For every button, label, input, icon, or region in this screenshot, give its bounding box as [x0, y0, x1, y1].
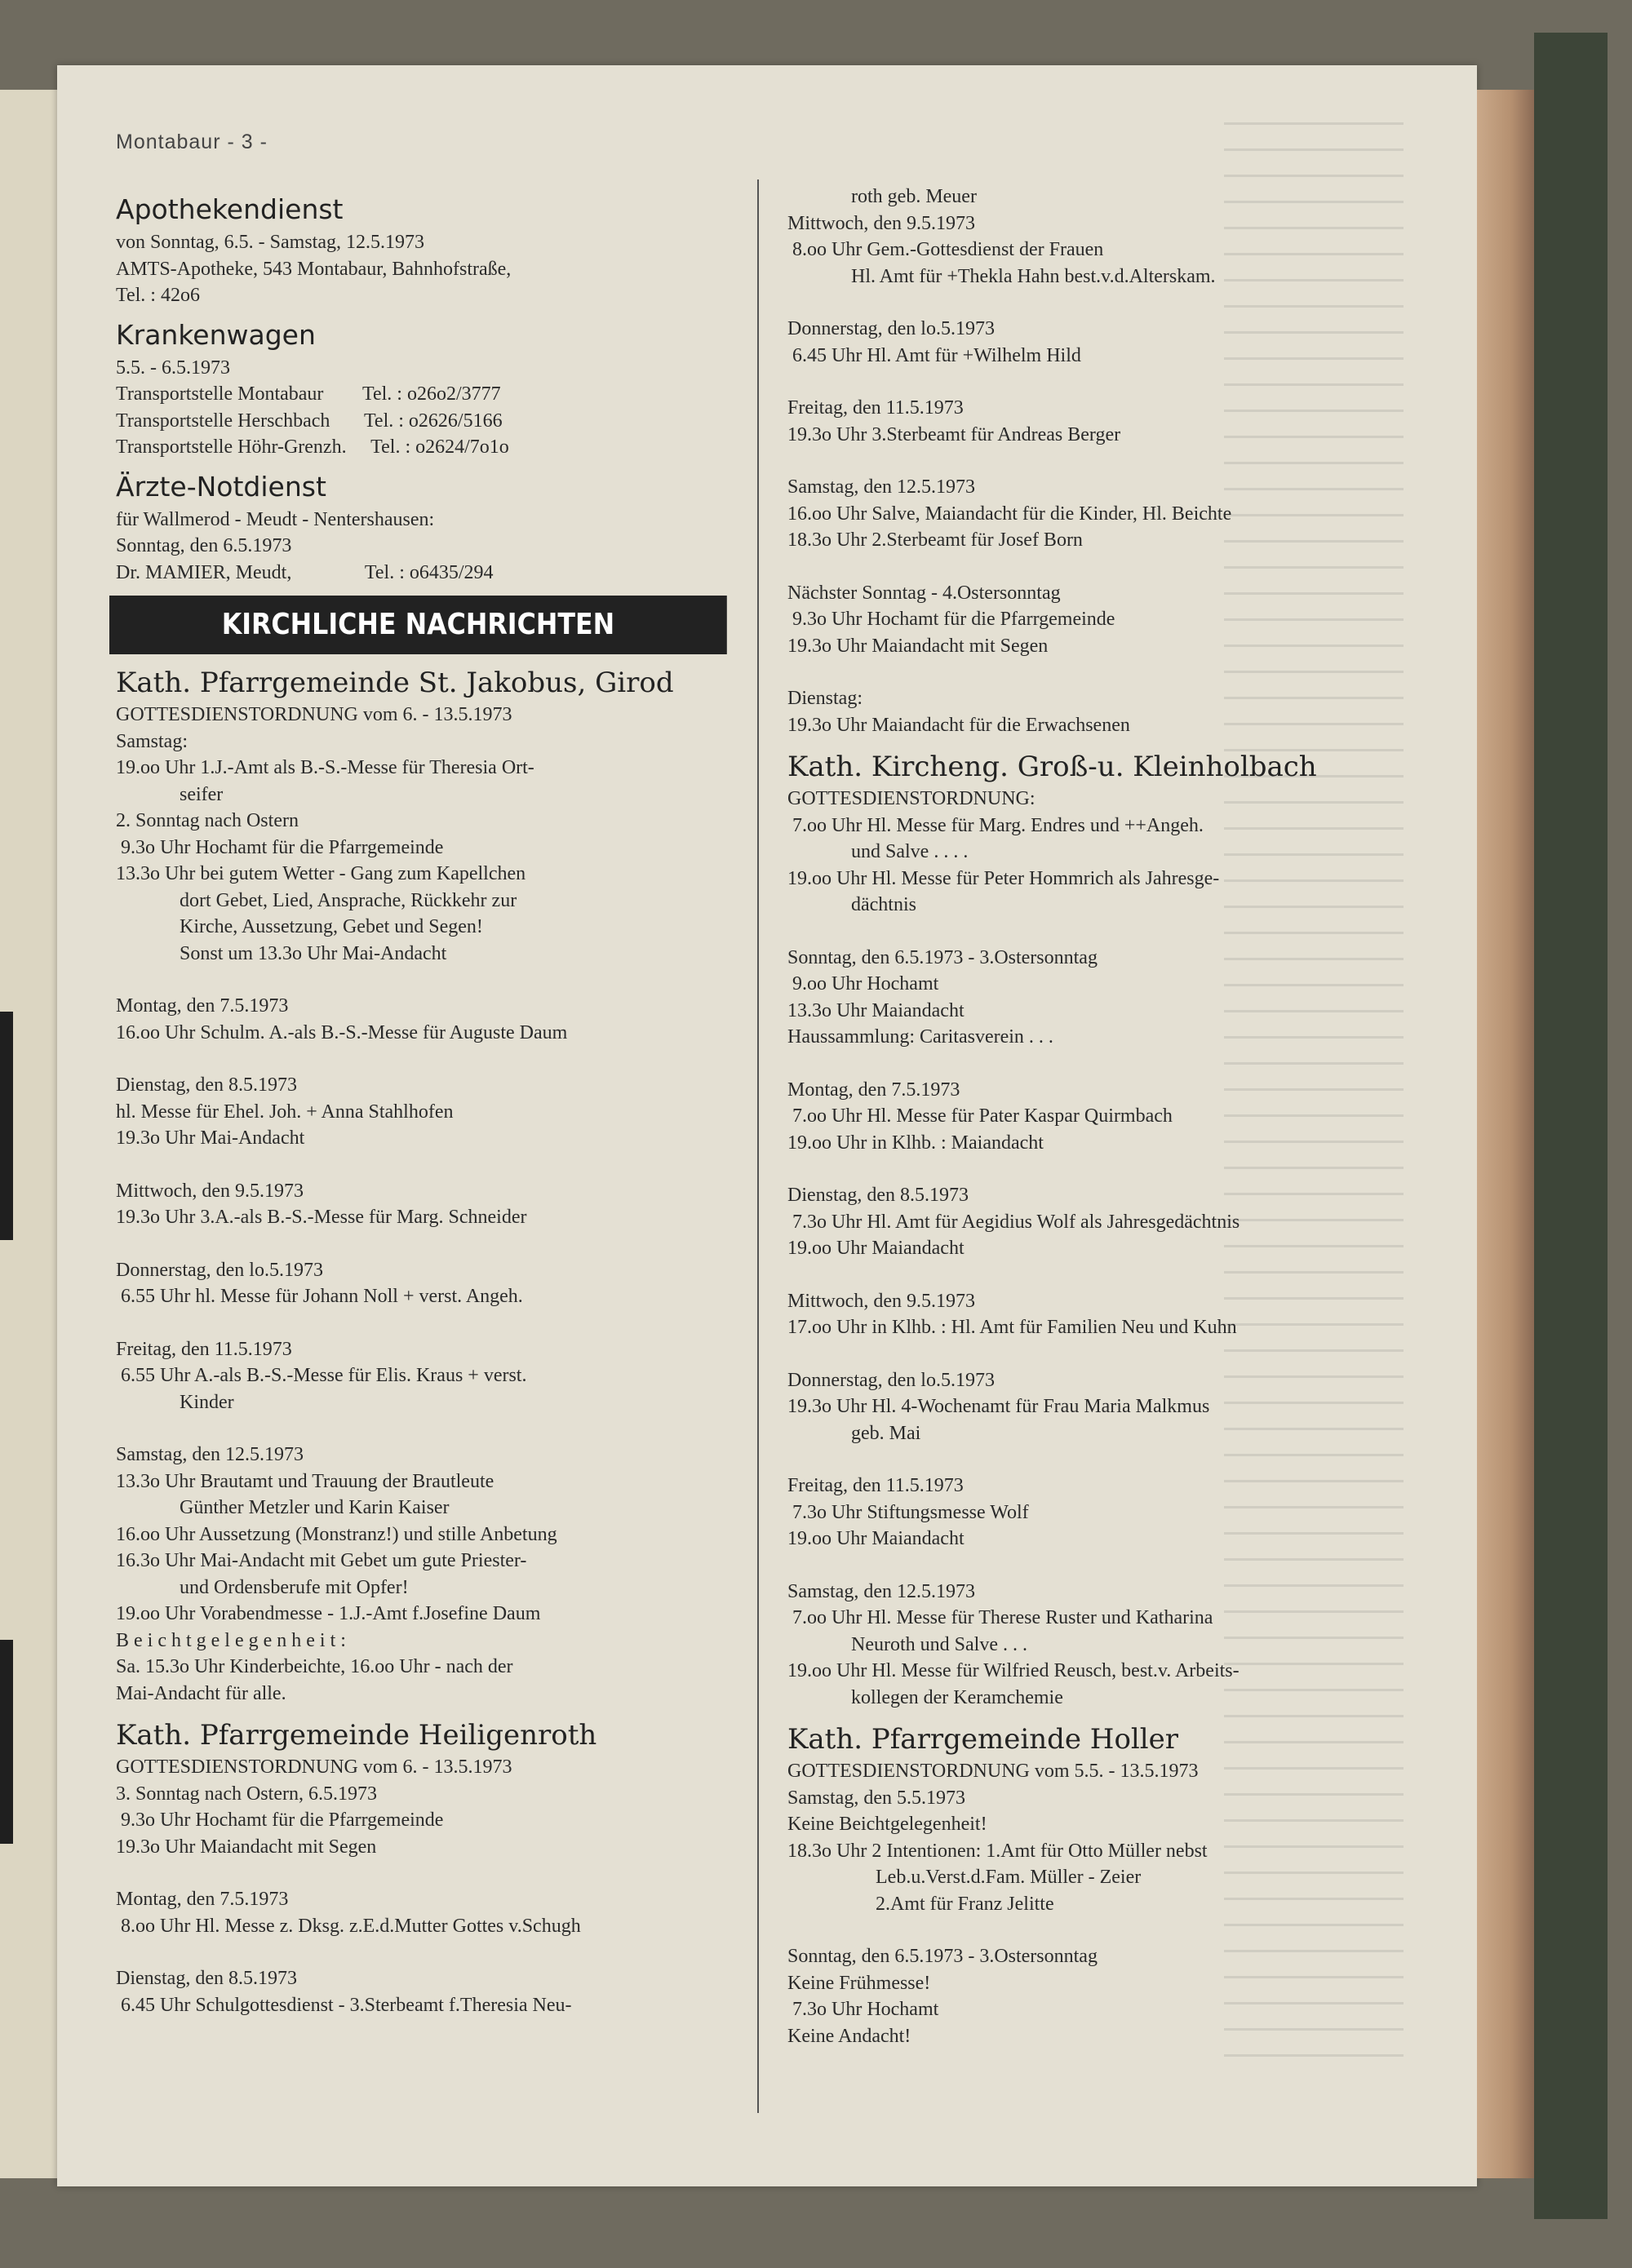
- heiligenroth-continued-block: [787, 184, 1408, 738]
- text-line: 19.oo Uhr Vorabendmesse - 1.J.-Amt f.Josefine Daum: [116, 1603, 541, 1624]
- text-line: Donnerstag, den lo.5.1973: [787, 318, 995, 339]
- text-line: Dienstag, den 8.5.1973: [787, 1185, 969, 1206]
- text-line: 6.45 Uhr Schulgottesdienst - 3.Sterbeamt f.Theresia Neu-: [116, 1994, 572, 2016]
- text-line: Sonntag, den 6.5.1973 - 3.Ostersonntag: [787, 1946, 1098, 1967]
- blank-line: [787, 369, 1408, 395]
- left-tab-marker: [0, 1012, 13, 1240]
- blank-line: [787, 1446, 1408, 1473]
- text-line: B e i c h t g e l e g e n h e i t :: [116, 1629, 346, 1651]
- blank-line: [787, 659, 1408, 685]
- text-line: Transportstelle Höhr-Grenzh. Tel. : o2624/7o1o: [116, 436, 509, 458]
- blank-line: [787, 1917, 1408, 1943]
- apotheke-block: [116, 229, 736, 309]
- text-line: und Ordensberufe mit Opfer!: [116, 1576, 409, 1598]
- text-line: 19.3o Uhr Maiandacht für die Erwachsenen: [787, 714, 1130, 736]
- text-line: Neuroth und Salve . . .: [787, 1633, 1027, 1655]
- text-line: 6.55 Uhr hl. Messe für Johann Noll + verst. Angeh.: [116, 1286, 523, 1307]
- text-line: 19.oo Uhr in Klhb. : Maiandacht: [787, 1132, 1044, 1154]
- text-line: 16.oo Uhr Aussetzung (Monstranz!) und stille Anbetung: [116, 1523, 557, 1545]
- text-line: Freitag, den 11.5.1973: [787, 397, 964, 419]
- text-line: hl. Messe für Ehel. Joh. + Anna Stahlhofen: [116, 1101, 454, 1123]
- left-column: [116, 184, 736, 2018]
- aerzte-block: [116, 507, 736, 587]
- section-title-holbach: Kath. Kircheng. Groß-u. Kleinholbach: [787, 751, 1317, 783]
- text-line: 19.oo Uhr Maiandacht: [787, 1528, 965, 1549]
- heiligenroth-block: [116, 1754, 736, 2018]
- text-line: Dr. MAMIER, Meudt, Tel. : o6435/294: [116, 561, 494, 583]
- text-line: 19.oo Uhr Hl. Messe für Peter Hommrich als Jahresge-: [787, 867, 1220, 889]
- text-line: Mittwoch, den 9.5.1973: [787, 1290, 975, 1312]
- krankenwagen-block: [116, 355, 736, 461]
- text-line: Donnerstag, den lo.5.1973: [787, 1369, 995, 1391]
- page-block-edge: [1477, 90, 1534, 2178]
- blank-line: [787, 1156, 1408, 1182]
- text-line: Samstag, den 12.5.1973: [787, 1580, 975, 1602]
- text-line: Montag, den 7.5.1973: [116, 1889, 289, 1910]
- text-line: Samstag, den 12.5.1973: [787, 476, 975, 498]
- text-line: 3. Sonntag nach Ostern, 6.5.1973: [116, 1783, 377, 1805]
- text-line: Kinder: [116, 1391, 234, 1413]
- text-line: Mittwoch, den 9.5.1973: [116, 1180, 304, 1202]
- text-line: von Sonntag, 6.5. - Samstag, 12.5.1973: [116, 232, 424, 253]
- blank-line: [116, 1152, 736, 1178]
- text-line: GOTTESDIENSTORDNUNG vom 6. - 13.5.1973: [116, 1756, 512, 1778]
- text-line: Keine Andacht!: [787, 2025, 911, 2047]
- blank-line: [116, 1860, 736, 1886]
- text-line: Haussammlung: Caritasverein . . .: [787, 1026, 1053, 1048]
- blank-line: [116, 967, 736, 993]
- text-line: 16.3o Uhr Mai-Andacht mit Gebet um gute Priester-: [116, 1550, 527, 1571]
- text-line: 19.oo Uhr Maiandacht: [787, 1238, 965, 1259]
- section-title-girod: Kath. Pfarrgemeinde St. Jakobus, Girod: [116, 667, 674, 699]
- text-line: Donnerstag, den lo.5.1973: [116, 1259, 323, 1281]
- blank-line: [787, 1341, 1408, 1367]
- text-line: seifer: [116, 783, 224, 805]
- section-title-aerzte: Ärzte-Notdienst: [116, 470, 326, 503]
- text-line: 13.3o Uhr bei gutem Wetter - Gang zum Kapellchen: [116, 863, 526, 884]
- section-title-heiligenroth: Kath. Pfarrgemeinde Heiligenroth: [116, 1719, 597, 1752]
- text-line: 8.oo Uhr Hl. Messe z. Dksg. z.E.d.Mutter Gottes v.Schugh: [116, 1915, 581, 1937]
- book-cover: [1534, 33, 1608, 2219]
- text-line: 2.Amt für Franz Jelitte: [787, 1893, 1054, 1915]
- text-line: Montag, den 7.5.1973: [116, 995, 289, 1017]
- text-line: 6.55 Uhr A.-als B.-S.-Messe für Elis. Kraus + verst.: [116, 1365, 527, 1386]
- text-line: 7.oo Uhr Hl. Messe für Therese Ruster und Katharina: [787, 1607, 1213, 1628]
- text-line: Mai-Andacht für alle.: [116, 1682, 286, 1704]
- text-line: 5.5. - 6.5.1973: [116, 357, 230, 379]
- text-line: Montag, den 7.5.1973: [787, 1079, 960, 1101]
- blank-line: [116, 1415, 736, 1442]
- text-line: 19.3o Uhr Hl. 4-Wochenamt für Frau Maria Malkmus: [787, 1396, 1210, 1417]
- text-line: dächtnis: [787, 894, 916, 915]
- text-line: 19.oo Uhr Hl. Messe für Wilfried Reusch, best.v. Arbeits-: [787, 1660, 1240, 1681]
- text-line: 7.oo Uhr Hl. Messe für Pater Kaspar Quirmbach: [787, 1105, 1173, 1127]
- text-line: Mittwoch, den 9.5.1973: [787, 212, 975, 234]
- text-line: 19.3o Uhr Maiandacht mit Segen: [116, 1836, 377, 1858]
- text-line: 19.3o Uhr 3.Sterbeamt für Andreas Berger: [787, 423, 1121, 445]
- text-line: 8.oo Uhr Gem.-Gottesdienst der Frauen: [787, 239, 1104, 260]
- right-column: [787, 184, 1408, 2049]
- text-line: dort Gebet, Lied, Ansprache, Rückkehr zur: [116, 889, 517, 911]
- blank-line: [787, 1051, 1408, 1077]
- text-line: Leb.u.Verst.d.Fam. Müller - Zeier: [787, 1867, 1142, 1888]
- text-line: 9.3o Uhr Hochamt für die Pfarrgemeinde: [116, 836, 444, 858]
- girod-block: [116, 702, 736, 1707]
- text-line: Samstag, den 12.5.1973: [116, 1444, 304, 1465]
- text-line: 9.oo Uhr Hochamt: [787, 973, 939, 994]
- text-line: Transportstelle Herschbach Tel. : o2626/5166: [116, 410, 503, 432]
- text-line: Nächster Sonntag - 4.Ostersonntag: [787, 582, 1061, 604]
- text-line: 16.oo Uhr Schulm. A.-als B.-S.-Messe für Auguste Daum: [116, 1021, 568, 1043]
- text-line: GOTTESDIENSTORDNUNG:: [787, 788, 1036, 809]
- text-line: 7.3o Uhr Hl. Amt für Aegidius Wolf als Jahresgedächtnis: [787, 1211, 1240, 1233]
- text-line: 16.oo Uhr Salve, Maiandacht für die Kinder, Hl. Beichte: [787, 503, 1232, 525]
- blank-line: [787, 1553, 1408, 1579]
- text-line: Sonst um 13.3o Uhr Mai-Andacht: [116, 942, 447, 964]
- text-line: 18.3o Uhr 2 Intentionen: 1.Amt für Otto Müller nebst: [787, 1840, 1208, 1862]
- text-line: GOTTESDIENSTORDNUNG vom 5.5. - 13.5.1973: [787, 1761, 1199, 1782]
- text-line: Sonntag, den 6.5.1973: [116, 535, 292, 556]
- text-line: Dienstag:: [787, 688, 863, 709]
- text-line: für Wallmerod - Meudt - Nentershausen:: [116, 508, 435, 530]
- holler-block: [787, 1758, 1408, 2049]
- text-line: und Salve . . . .: [787, 841, 969, 862]
- text-line: AMTS-Apotheke, 543 Montabaur, Bahnhofstraße,: [116, 258, 512, 280]
- text-line: 7.3o Uhr Hochamt: [787, 1999, 939, 2020]
- text-line: Samstag:: [116, 730, 188, 752]
- blank-line: [787, 290, 1408, 316]
- text-line: 7.3o Uhr Stiftungsmesse Wolf: [787, 1501, 1029, 1523]
- text-line: 9.3o Uhr Hochamt für die Pfarrgemeinde: [787, 609, 1115, 630]
- text-line: 2. Sonntag nach Ostern: [116, 810, 299, 831]
- text-line: 6.45 Uhr Hl. Amt für +Wilhelm Hild: [787, 344, 1081, 366]
- blank-line: [116, 1046, 736, 1072]
- kirchliche-nachrichten-banner: KIRCHLICHE NACHRICHTEN: [109, 596, 727, 654]
- text-line: Keine Frühmesse!: [787, 1972, 931, 1994]
- text-line: Samstag, den 5.5.1973: [787, 1787, 965, 1809]
- text-line: Transportstelle Montabaur Tel. : o26o2/3777: [116, 383, 501, 405]
- section-title-apotheke: Apothekendienst: [116, 193, 344, 225]
- text-line: 7.oo Uhr Hl. Messe für Marg. Endres und ++Angeh.: [787, 814, 1204, 836]
- blank-line: [116, 1939, 736, 1965]
- text-line: Kirche, Aussetzung, Gebet und Segen!: [116, 916, 483, 937]
- text-line: Freitag, den 11.5.1973: [116, 1338, 292, 1360]
- holbach-block: [787, 786, 1408, 1711]
- text-line: 17.oo Uhr in Klhb. : Hl. Amt für Familien Neu und Kuhn: [787, 1317, 1237, 1338]
- text-line: Günther Metzler und Karin Kaiser: [116, 1497, 450, 1518]
- section-title-krankenwagen: Krankenwagen: [116, 318, 316, 351]
- text-line: Hl. Amt für +Thekla Hahn best.v.d.Alterskam.: [787, 265, 1216, 287]
- blank-line: [116, 1231, 736, 1257]
- text-line: 19.3o Uhr Mai-Andacht: [116, 1127, 305, 1149]
- blank-line: [787, 919, 1408, 945]
- text-line: geb. Mai: [787, 1422, 921, 1444]
- section-title-holler: Kath. Pfarrgemeinde Holler: [787, 1723, 1179, 1756]
- text-line: kollegen der Keramchemie: [787, 1686, 1063, 1708]
- text-line: Tel. : 42o6: [116, 285, 200, 306]
- running-head: Montabaur - 3 -: [116, 131, 268, 153]
- blank-line: [787, 554, 1408, 580]
- text-line: 19.oo Uhr 1.J.-Amt als B.-S.-Messe für Theresia Ort-: [116, 757, 534, 778]
- text-line: Sonntag, den 6.5.1973 - 3.Ostersonntag: [787, 946, 1098, 968]
- column-divider: [757, 179, 759, 2113]
- text-line: 18.3o Uhr 2.Sterbeamt für Josef Born: [787, 529, 1083, 551]
- blank-line: [787, 1262, 1408, 1288]
- text-line: 19.3o Uhr 3.A.-als B.-S.-Messe für Marg. Schneider: [116, 1207, 527, 1228]
- blank-line: [116, 1310, 736, 1336]
- text-line: roth geb. Meuer: [787, 186, 977, 207]
- text-line: Sa. 15.3o Uhr Kinderbeichte, 16.oo Uhr - nach der: [116, 1656, 513, 1677]
- text-line: Dienstag, den 8.5.1973: [116, 1074, 297, 1096]
- text-line: Freitag, den 11.5.1973: [787, 1475, 964, 1496]
- text-line: GOTTESDIENSTORDNUNG vom 6. - 13.5.1973: [116, 704, 512, 725]
- text-line: 9.3o Uhr Hochamt für die Pfarrgemeinde: [116, 1810, 444, 1831]
- text-line: 19.3o Uhr Maiandacht mit Segen: [787, 635, 1049, 657]
- text-line: Keine Beichtgelegenheit!: [787, 1814, 987, 1835]
- blank-line: [787, 448, 1408, 474]
- text-line: Dienstag, den 8.5.1973: [116, 1968, 297, 1989]
- text-line: 13.3o Uhr Maiandacht: [787, 999, 965, 1021]
- text-line: 13.3o Uhr Brautamt und Trauung der Brautleute: [116, 1470, 494, 1492]
- left-tab-marker: [0, 1640, 13, 1844]
